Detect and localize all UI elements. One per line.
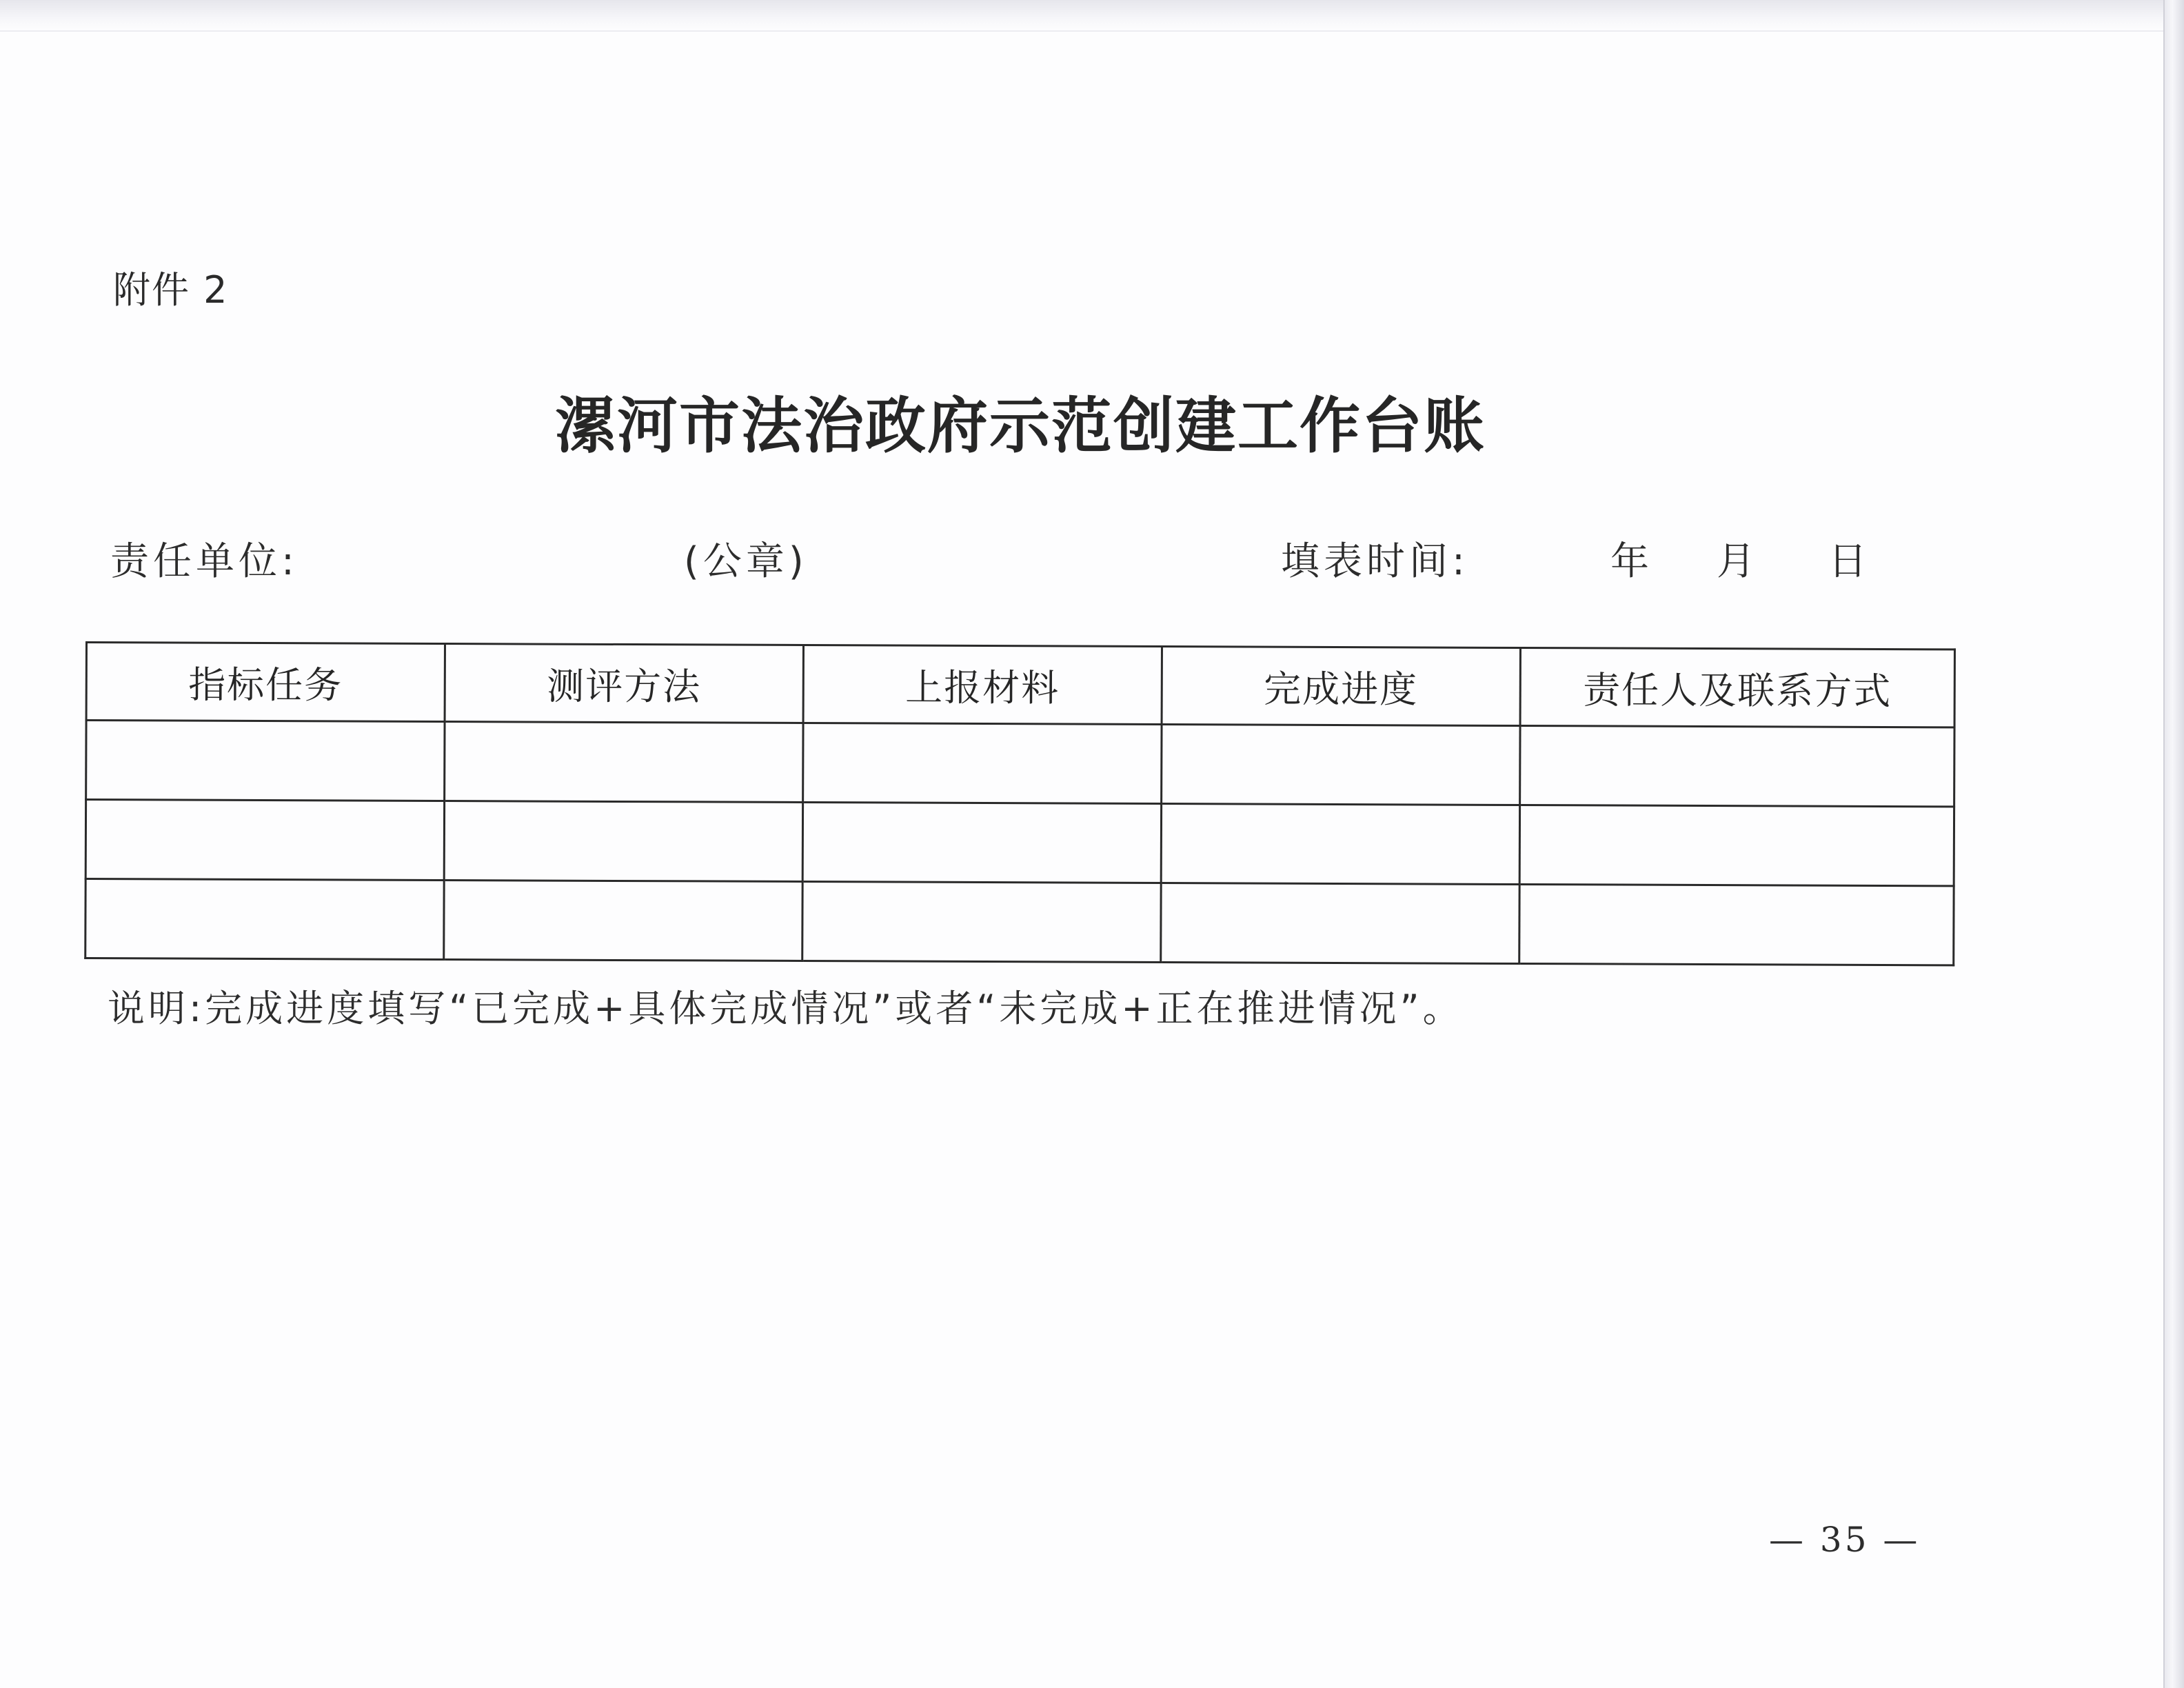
table-header-row: [86, 643, 1954, 727]
ledger-table-wrapper: [84, 641, 1954, 966]
table-cell[interactable]: [1519, 805, 1954, 885]
ledger-table: [84, 641, 1956, 966]
table-cell[interactable]: [1161, 883, 1519, 963]
day-label: 日: [1828, 539, 1871, 584]
table-cell[interactable]: [445, 722, 803, 803]
table-cell[interactable]: [444, 880, 802, 961]
header-reported-materials: 上报材料: [803, 645, 1162, 724]
table-cell[interactable]: [1519, 884, 1954, 965]
table-cell[interactable]: [1520, 725, 1954, 806]
table-cell[interactable]: [444, 801, 802, 882]
table-row: [85, 800, 1954, 886]
year-label: 年: [1610, 539, 1653, 584]
table-cell[interactable]: [1161, 803, 1519, 884]
page-stack-edge: [2163, 0, 2184, 1688]
seal-label: (公章): [684, 539, 808, 584]
table-cell[interactable]: [85, 879, 444, 960]
table-row: [86, 721, 1954, 807]
header-completion-progress: 完成进度: [1162, 646, 1520, 725]
table-cell[interactable]: [86, 721, 445, 801]
fill-time-label: 填表时间:: [1281, 539, 1469, 584]
page-title: 漯河市法治政府示范创建工作台账: [554, 390, 1486, 461]
table-cell[interactable]: [803, 723, 1162, 803]
table-cell[interactable]: [85, 800, 444, 881]
header-indicator-task: 指标任务: [86, 643, 445, 722]
table-cell[interactable]: [1162, 724, 1520, 805]
table-cell[interactable]: [802, 881, 1161, 962]
month-label: 月: [1717, 539, 1759, 584]
header-evaluation-method: 测评方法: [445, 644, 803, 723]
header-responsible-person-contact: 责任人及联系方式: [1520, 647, 1954, 727]
page-top-fold: [0, 0, 2165, 32]
explanation-note: 说明:完成进度填写“已完成+具体完成情况”或者“未完成+正在推进情况”。: [108, 987, 1464, 1030]
table-row: [85, 879, 1954, 965]
responsible-unit-label: 责任单位:: [110, 539, 299, 584]
page-number: — 35 —: [1769, 1520, 1921, 1560]
attachment-label: 附件 2: [113, 268, 229, 312]
table-cell[interactable]: [802, 802, 1161, 883]
